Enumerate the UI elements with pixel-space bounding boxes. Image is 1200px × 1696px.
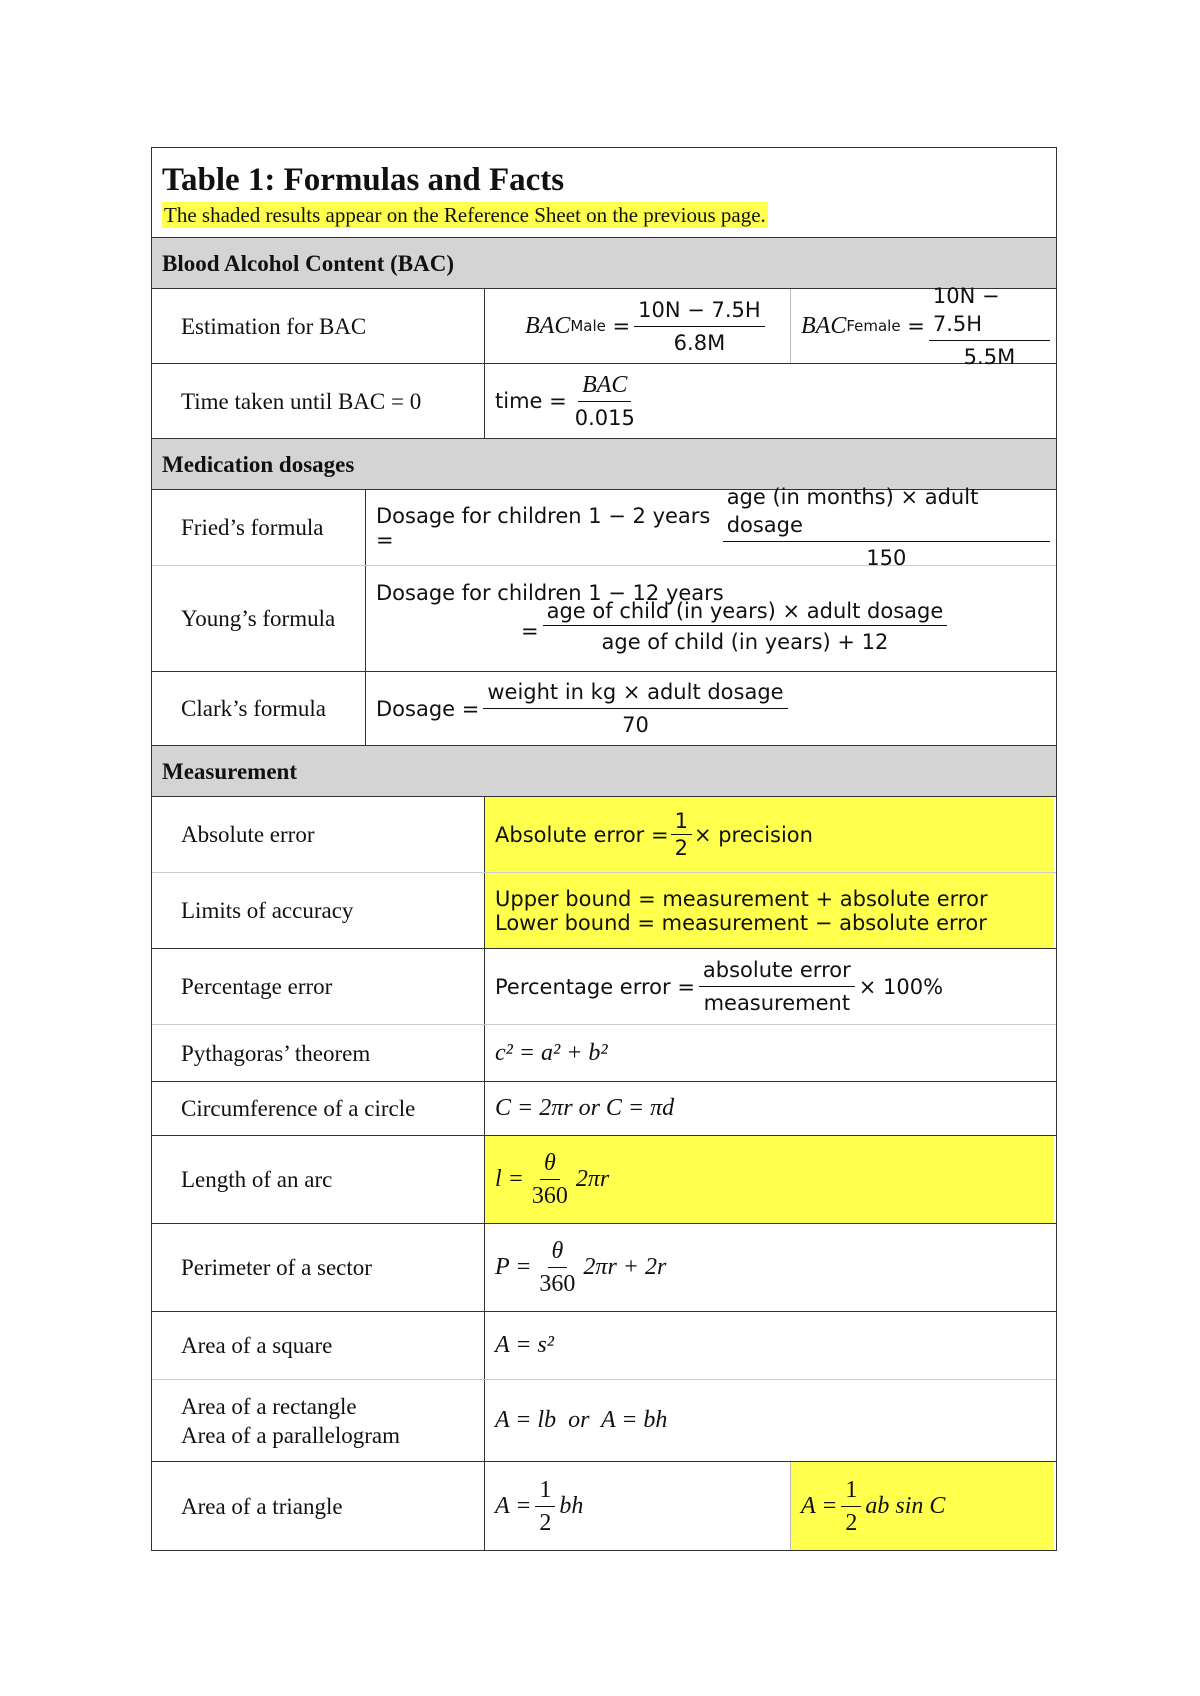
row-fried: [152, 485, 1056, 570]
row-square: [152, 1312, 1056, 1380]
bac-time-label: Time taken until BAC = 0: [152, 364, 485, 438]
clark-fraction: [483, 678, 787, 739]
pct-label: Percentage error: [152, 949, 485, 1024]
fried-label: Fried’s formula: [152, 490, 366, 565]
row-arc: [152, 1136, 1056, 1224]
tri2-lhs: A =: [801, 1492, 838, 1519]
row-bac-estimation: [152, 283, 1056, 369]
row-pythagoras: [152, 1025, 1056, 1082]
arc-rhs: 2πr: [575, 1166, 610, 1192]
subtitle-note: The shaded results appear on the Reference Sheet on the previous page.: [164, 203, 766, 227]
sq-label: Area of a square: [152, 1312, 485, 1379]
abs-den: 2: [674, 836, 688, 860]
bac-time-den: 0.015: [574, 405, 635, 430]
abs-rhs: × precision: [693, 822, 813, 847]
perim-num: θ: [548, 1237, 568, 1268]
section-medication: Medication dosages: [152, 439, 1056, 490]
clark-formula: [366, 672, 1054, 745]
perim-den: 360: [539, 1271, 576, 1297]
row-clark: [152, 672, 1056, 746]
lower-bound: Lower bound = measurement − absolute error: [495, 910, 987, 935]
perim-rhs: 2πr + 2r: [583, 1254, 667, 1280]
pct-fraction: [699, 956, 855, 1017]
young-formula: [366, 566, 1054, 671]
young-label: Young’s formula: [152, 566, 366, 671]
limits-formula: [485, 873, 1054, 948]
title-block: [152, 148, 1056, 238]
limits-label: Limits of accuracy: [152, 873, 485, 948]
sq-formula: A = s²: [495, 1332, 554, 1358]
fried-formula: [366, 485, 1054, 570]
young-line1: Dosage for children 1 − 12 years: [376, 581, 724, 605]
bac-time-num: BAC: [578, 371, 631, 402]
bac-male-fraction: [634, 296, 765, 357]
rect-label: Area of a rectangle: [181, 1393, 357, 1419]
fried-den: 150: [866, 546, 907, 570]
arc-lhs: l =: [495, 1166, 524, 1192]
clark-label: Clark’s formula: [152, 672, 366, 745]
pct-lhs: Percentage error =: [495, 974, 695, 999]
tri1-den: 2: [539, 1509, 552, 1536]
bac-female-formula: BAC Female = $\frac{10N - 7.5H}{5.5M}$: [791, 289, 1054, 363]
abs-num: 1: [671, 810, 692, 835]
bac-male-den: 6.8M: [673, 330, 726, 355]
bac-time-lhs: time =: [495, 389, 567, 413]
tri-formula-1: [485, 1462, 791, 1550]
arc-den: 360: [531, 1183, 568, 1209]
clark-num: weight in kg × adult dosage: [483, 678, 787, 709]
formulas-table: [151, 147, 1057, 1551]
arc-fraction: [528, 1149, 572, 1210]
clark-lhs: Dosage =: [376, 696, 480, 721]
upper-bound: Upper bound = measurement + absolute error: [495, 886, 988, 911]
tri2-rhs: ab sin C: [865, 1492, 946, 1519]
row-absolute-error: [152, 797, 1056, 873]
bac-male-num: 10N − 7.5H: [634, 296, 765, 327]
row-triangle: [152, 1462, 1056, 1550]
row-young: [152, 566, 1056, 672]
row-percentage-error: [152, 949, 1056, 1025]
row-circumference: [152, 1082, 1056, 1136]
pct-den: measurement: [703, 991, 851, 1015]
section-bac: Blood Alcohol Content (BAC): [152, 238, 1056, 289]
rect-labels: [152, 1380, 485, 1461]
circ-label: Circumference of a circle: [152, 1082, 485, 1135]
section-measurement: Measurement: [152, 746, 1056, 797]
bac-female-num: 10N − 7.5H: [929, 282, 1050, 341]
young-fraction: [543, 599, 948, 656]
circ-formula: C = 2πr or C = πd: [495, 1095, 675, 1121]
clark-den: 70: [622, 713, 649, 737]
tri2-fraction: [841, 1476, 861, 1537]
perim-lhs: P =: [495, 1254, 532, 1280]
abs-label: Absolute error: [152, 797, 485, 872]
row-perimeter: [152, 1224, 1056, 1312]
tri-label: Area of a triangle: [152, 1462, 485, 1550]
young-num: age of child (in years) × adult dosage: [543, 599, 948, 626]
abs-lhs: Absolute error =: [495, 822, 669, 847]
row-bac-time: [152, 364, 1056, 439]
bac-estimation-label: Estimation for BAC: [152, 289, 485, 363]
bac-female-fraction: [929, 282, 1050, 371]
pct-rhs: × 100%: [858, 974, 944, 999]
bac-time-formula: [485, 364, 1054, 438]
tri1-rhs: bh: [559, 1492, 584, 1519]
bac-female-sub: Female: [846, 317, 901, 335]
perim-label: Perimeter of a sector: [152, 1224, 485, 1311]
fried-fraction: [723, 483, 1050, 572]
tri1-num: 1: [535, 1476, 555, 1507]
tri2-num: 1: [841, 1476, 861, 1507]
rect-formula: A = lb or A = bh: [495, 1407, 668, 1433]
pyth-label: Pythagoras’ theorem: [152, 1025, 485, 1081]
tri1-fraction: [535, 1476, 555, 1537]
tri-formula-2: [791, 1462, 1054, 1550]
arc-label: Length of an arc: [152, 1136, 485, 1223]
perim-fraction: [535, 1237, 579, 1298]
young-fraction-line: = $\frac{\text{age of child (in years) × adult dosage}}{\text{age of child (in years) + 12}}$: [376, 605, 951, 656]
abs-fraction: [671, 810, 692, 859]
arc-num: θ: [540, 1149, 560, 1180]
bac-female-den: 5.5M: [963, 344, 1016, 369]
young-den: age of child (in years) + 12: [601, 630, 889, 654]
page-title: Table 1: Formulas and Facts: [162, 162, 565, 198]
bac-time-fraction: [571, 371, 639, 432]
bac-male-lhs: BAC: [525, 312, 571, 339]
pct-formula: [485, 949, 1054, 1024]
arc-formula: [485, 1136, 1054, 1223]
tri2-den: 2: [845, 1509, 858, 1536]
fried-num: age (in months) × adult dosage: [723, 483, 1050, 542]
bac-male-sub: Male: [570, 317, 606, 335]
fried-lhs: Dosage for children 1 − 2 years =: [376, 503, 711, 552]
pct-num: absolute error: [699, 956, 855, 987]
row-rectangle: [152, 1380, 1056, 1462]
tri1-lhs: A =: [495, 1492, 532, 1519]
perim-formula: [485, 1224, 1054, 1311]
bac-female-lhs: BAC: [801, 312, 847, 339]
row-limits: [152, 873, 1056, 949]
bac-male-formula: BAC Male = $\frac{10N - 7.5H}{6.8M}$: [485, 289, 791, 363]
para-label: Area of a parallelogram: [181, 1422, 401, 1448]
abs-formula: [485, 797, 1054, 872]
pyth-formula: c² = a² + b²: [495, 1039, 608, 1066]
